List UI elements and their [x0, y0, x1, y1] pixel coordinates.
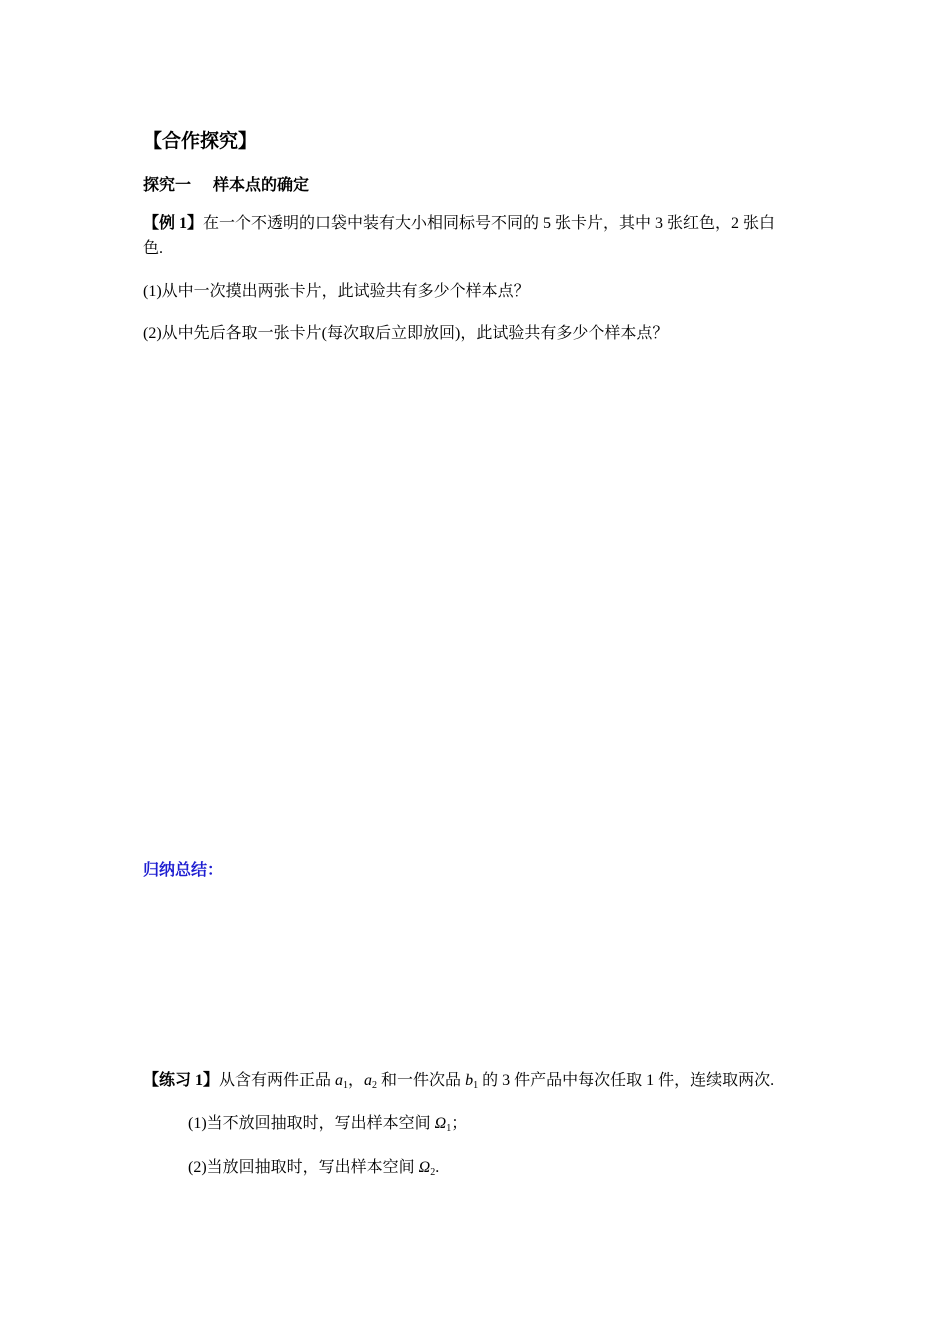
inquiry-heading [143, 172, 309, 195]
omega-1: Ω [434, 1115, 447, 1132]
sub-a1: 1 [343, 1080, 349, 1091]
practice-1-q1-end: ； [451, 1115, 468, 1132]
example-1-question-2: (2)从中先后各取一张卡片(每次取后立即放回)，此试验共有多少个样本点？ [143, 325, 669, 342]
sub-b1: 1 [473, 1080, 479, 1091]
omega-1-sub: 1 [446, 1123, 452, 1134]
practice-1-q2-text: (2)当放回抽取时，写出样本空间 [188, 1159, 419, 1176]
example-1-line-1 [143, 212, 775, 236]
var-a2: a [364, 1072, 373, 1089]
practice-1-q1-text: (1)当不放回抽取时，写出样本空间 [188, 1115, 435, 1132]
inquiry-title: 样本点的确定 [213, 175, 310, 194]
practice-1-text-c: 的 3 件产品中每次任取 1 件，连续取两次. [478, 1072, 775, 1089]
practice-1-line [143, 1069, 774, 1098]
var-b1: b [465, 1072, 474, 1089]
omega-2: Ω [418, 1159, 431, 1176]
inquiry-label: 探究一 [143, 175, 192, 194]
example-1-text-2: 色. [143, 240, 164, 257]
example-1-text-1: 在一个不透明的口袋中装有大小相同标号不同的 5 张卡片，其中 3 张红色，2 张白 [203, 215, 776, 232]
omega-2-sub: 2 [430, 1167, 436, 1178]
section-title: 【合作探究】 [143, 131, 258, 152]
var-a1: a [335, 1072, 344, 1089]
practice-1-question-2 [188, 1156, 439, 1185]
example-1-tag: 【例 1】 [143, 215, 204, 232]
practice-1-q2-end: . [435, 1159, 440, 1176]
practice-1-question-1 [188, 1112, 467, 1141]
summary-label: 归纳总结： [143, 860, 224, 879]
practice-1-sep: ， [348, 1072, 365, 1089]
sub-a2: 2 [372, 1080, 378, 1091]
practice-1-text-b: 和一件次品 [377, 1072, 466, 1089]
example-1-question-1: (1)从中一次摸出两张卡片，此试验共有多少个样本点？ [143, 283, 530, 300]
practice-1-tag: 【练习 1】 [143, 1072, 220, 1089]
practice-1-text-a: 从含有两件正品 [219, 1072, 336, 1089]
